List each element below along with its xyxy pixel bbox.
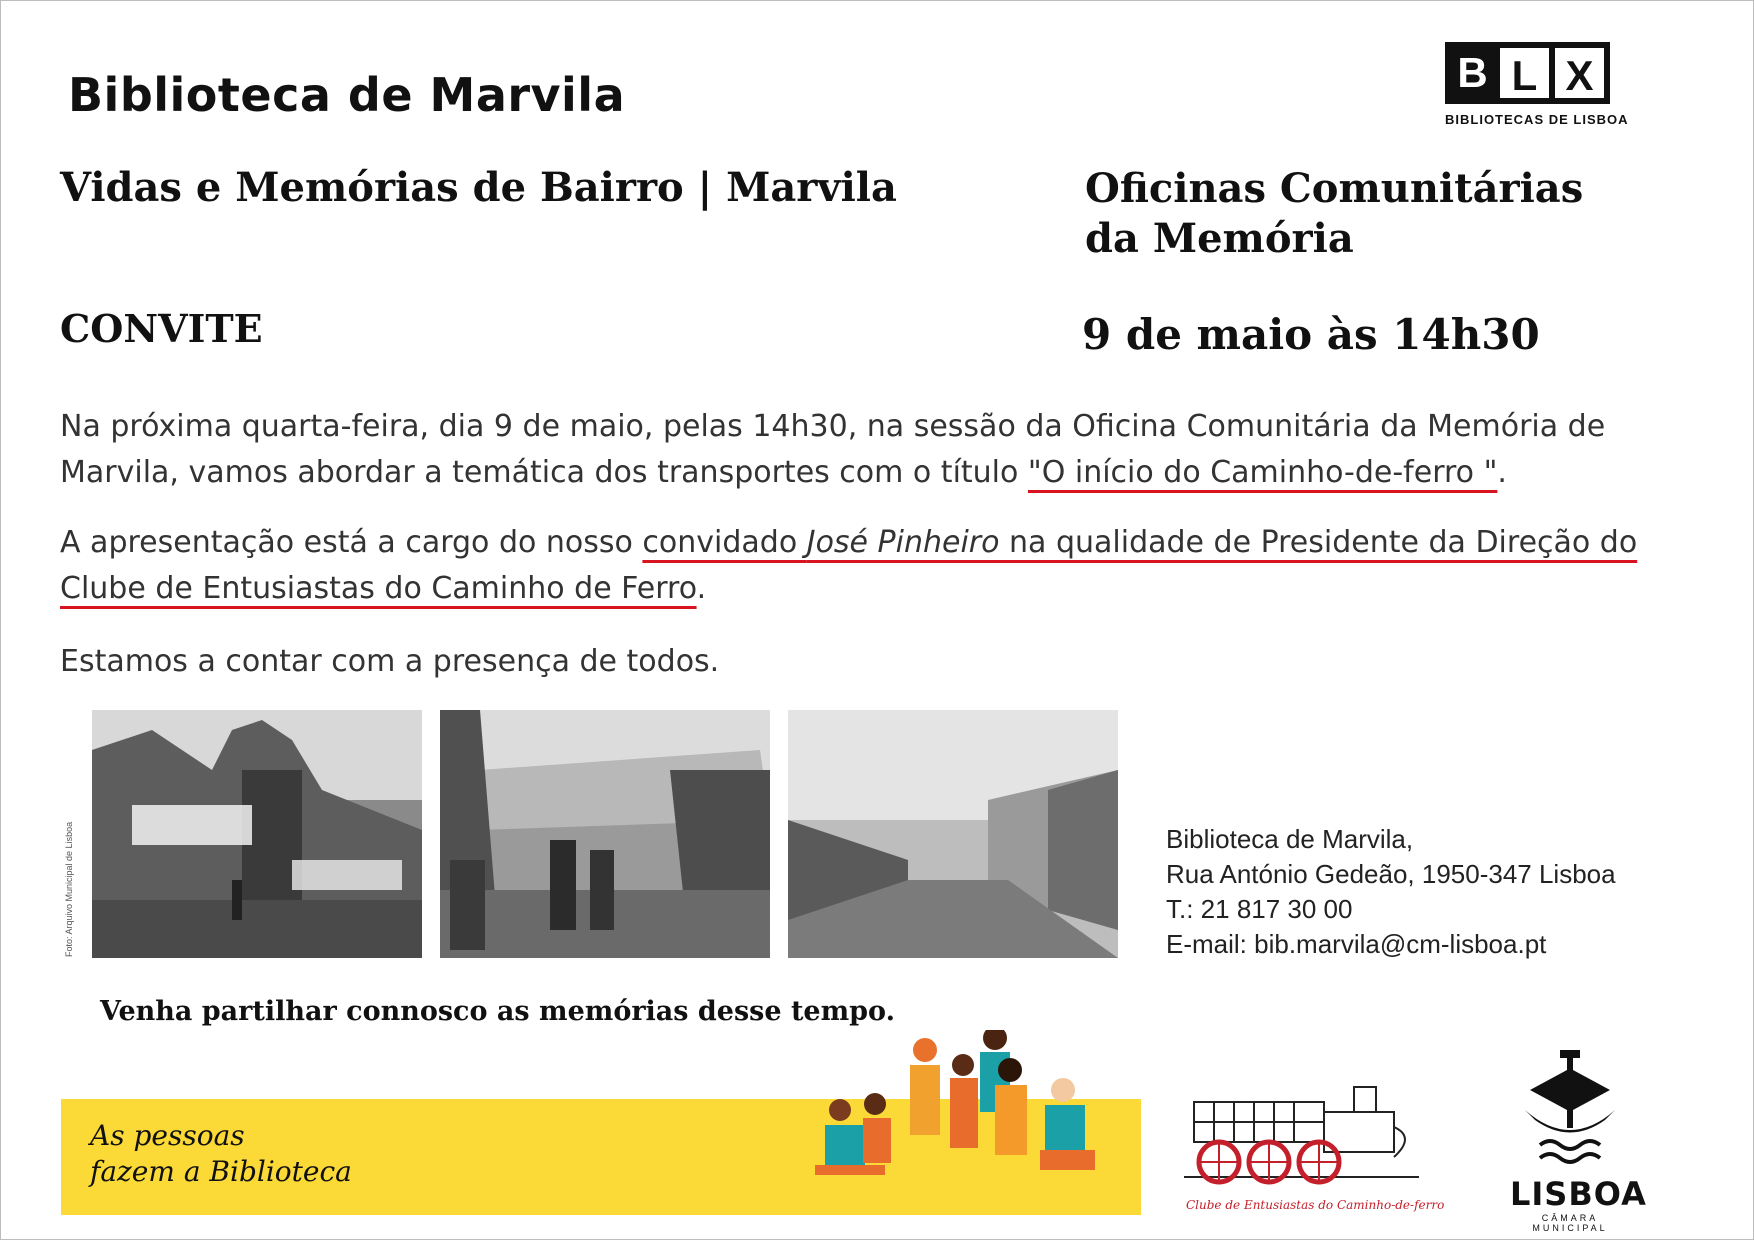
guest-role: na qualidade de Presidente da Direção do Clube de Entusiastas do Caminho de Ferro [60,525,1638,606]
guest-name: José Pinheiro [806,525,1000,560]
event-date: 9 de maio às 14h30 [1082,310,1540,359]
blx-logo [1445,42,1629,127]
banner-line1: As pessoas [90,1119,245,1152]
photo-road-houses [788,710,1118,958]
banner-line2: fazem a Biblioteca [90,1155,352,1188]
people-illustration [795,1030,1115,1185]
share-invitation: Venha partilhar connosco as memórias desse tempo. [100,996,895,1027]
banner-slogan [90,1118,352,1190]
guest-intro-text: A apresentação está a cargo do nosso [60,525,643,560]
announcement-end: . [1497,455,1507,490]
workshop-title [1085,164,1583,264]
photo-credit: Foto: Arquivo Municipal de Lisboa [64,821,74,957]
paragraph-guest [60,520,1650,612]
paragraph-announcement [60,404,1650,496]
guest-label: convidado [642,525,807,560]
contact-info [1166,822,1616,962]
train-club-caption: Clube de Entusiastas do Caminho-de-ferro [1186,1198,1445,1212]
blx-letter-b: B [1451,48,1494,98]
series-title: Vidas e Memórias de Bairro | Marvila [60,164,897,211]
lisboa-ship-icon [1520,1050,1620,1170]
photo-neighbourhood-gate [92,710,422,958]
guest-end: . [696,571,707,606]
contact-address: Rua António Gedeão, 1950-347 Lisboa [1166,859,1616,889]
contact-library: Biblioteca de Marvila, [1166,824,1414,854]
blx-letter-x: X [1555,48,1604,98]
session-title: "O início do Caminho-de-ferro " [1027,455,1498,490]
library-name: Biblioteca de Marvila [68,68,626,122]
workshop-title-line1: Oficinas Comunitárias [1085,165,1584,212]
blx-letter-l: L [1500,48,1549,98]
lisboa-wordmark: LISBOA [1510,1175,1647,1213]
announcement-text: Na próxima quarta-feira, dia 9 de maio, pelas 14h30, na sessão da Oficina Comunitária da Memória de Marvila, vamos abordar a temática dos transportes com o título [60,409,1606,490]
lisboa-subtitle: CÂMARA MUNICIPAL [1532,1213,1608,1233]
photo-street-people [440,710,770,958]
lisboa-municipal-logo [1510,1050,1647,1233]
contact-phone: T.: 21 817 30 00 [1166,894,1353,924]
invite-label: CONVITE [60,306,263,351]
train-club-logo [1184,1082,1424,1202]
paragraph-closing: Estamos a contar com a presença de todos. [60,644,720,679]
blx-subtitle: BIBLIOTECAS DE LISBOA [1445,112,1629,127]
contact-email[interactable]: E-mail: bib.marvila@cm-lisboa.pt [1166,929,1547,959]
workshop-title-line2: da Memória [1085,215,1354,262]
